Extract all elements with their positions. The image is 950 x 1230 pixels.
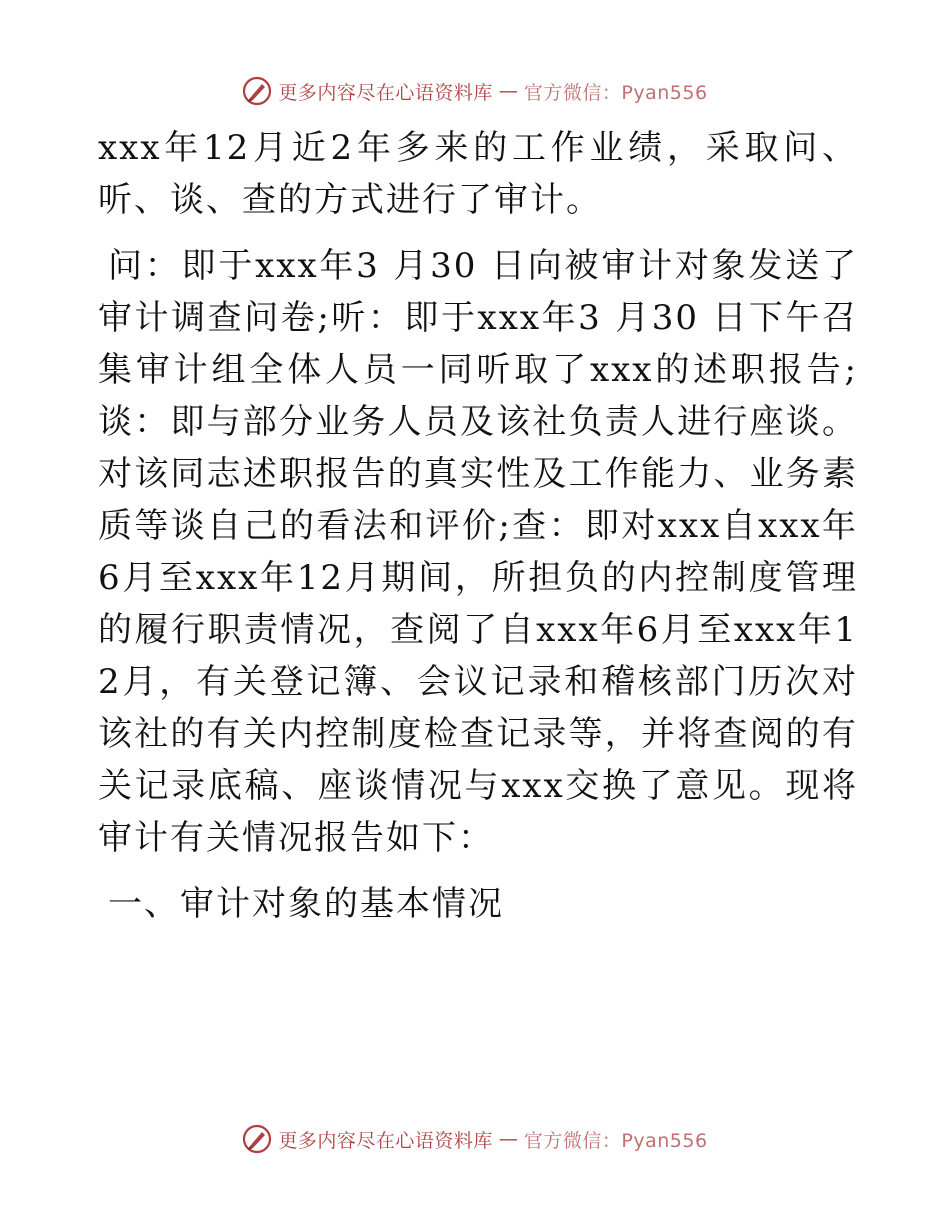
section-heading: 一、审计对象的基本情况: [108, 884, 504, 924]
watermark-text: 更多内容尽在心语资料库: [278, 81, 493, 104]
pen-logo-icon: [242, 76, 272, 106]
paragraph-audit-method: 问：即于xxx年3 月30 日向被审计对象发送了审计调查问卷;听：即于xxx年3 月30 日下午召集审计组全体人员一同听取了xxx的述职报告;谈：即与部分业务人员及该社负责人进行座谈。对该同志述职报告的真实性及工作能力、业务素质等谈自己的看法和评价;查：即对xxx自xxx年6月至xxx年12月期间，所担负的内控制度管理的履行职责情况，查阅了自xxx年6月至xxx年12月，有关登记簿、会议记录和稽核部门历次对该社的有关内控制度检查记录等，并将查阅的有关记录底稿、座谈情况与xxx交换了意见。现将审计有关情况报告如下：: [98, 246, 858, 858]
watermark-separator: —: [498, 80, 518, 102]
document-body: [98, 122, 858, 930]
watermark-separator: —: [498, 1128, 518, 1150]
pen-logo-icon: [242, 1124, 272, 1154]
watermark-wechat: 官方微信：Pyan556: [523, 81, 708, 104]
header-watermark: [0, 74, 950, 108]
watermark-wechat: 官方微信：Pyan556: [523, 1129, 708, 1152]
footer-watermark: [0, 1122, 950, 1156]
paragraph-intro: xxx年12月近2年多来的工作业绩，采取问、听、谈、查的方式进行了审计。: [98, 128, 858, 220]
watermark-text: 更多内容尽在心语资料库: [278, 1129, 493, 1152]
